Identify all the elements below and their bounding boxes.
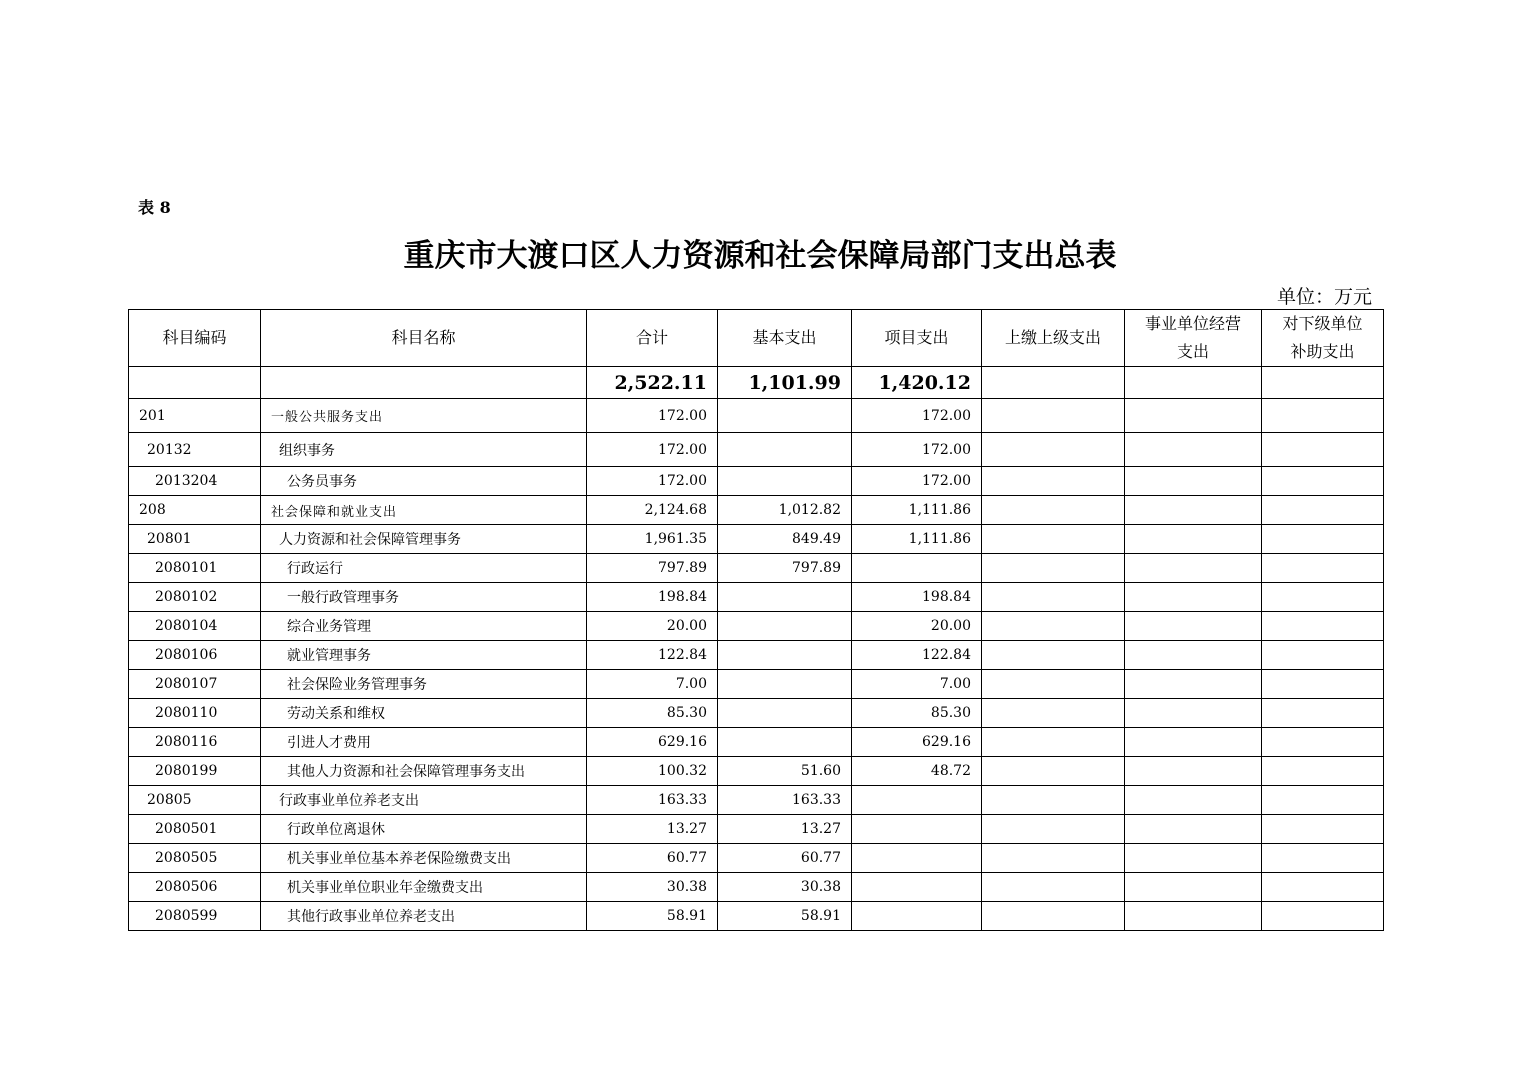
row-name: 就业管理事务 <box>261 641 587 670</box>
row-upper <box>982 786 1125 815</box>
table-row <box>129 757 1384 786</box>
row-name: 综合业务管理 <box>261 612 587 641</box>
table-row <box>129 815 1384 844</box>
row-code: 2080599 <box>129 902 261 931</box>
row-code: 2080107 <box>129 670 261 699</box>
row-name: 一般行政管理事务 <box>261 583 587 612</box>
row-subsidy <box>1262 699 1384 728</box>
row-project: 1,111.86 <box>852 496 982 525</box>
row-name: 一般公共服务支出 <box>261 399 587 433</box>
total-business <box>1125 367 1262 399</box>
row-code: 2080501 <box>129 815 261 844</box>
row-code: 2080101 <box>129 554 261 583</box>
row-basic <box>718 641 852 670</box>
page-title: 重庆市大渡口区人力资源和社会保障局部门支出总表 <box>403 238 1117 274</box>
row-subsidy <box>1262 583 1384 612</box>
table-row <box>129 583 1384 612</box>
row-code: 2080104 <box>129 612 261 641</box>
row-project <box>852 873 982 902</box>
row-basic: 60.77 <box>718 844 852 873</box>
row-name: 人力资源和社会保障管理事务 <box>261 525 587 554</box>
header-business-line2: 支出 <box>1176 342 1209 361</box>
row-subsidy <box>1262 433 1384 467</box>
row-project: 172.00 <box>852 399 982 433</box>
row-code: 20132 <box>129 433 261 467</box>
row-upper <box>982 641 1125 670</box>
row-business <box>1125 612 1262 641</box>
table-row <box>129 670 1384 699</box>
row-name: 行政运行 <box>261 554 587 583</box>
row-name: 引进人才费用 <box>261 728 587 757</box>
row-upper <box>982 496 1125 525</box>
row-basic <box>718 399 852 433</box>
row-name: 其他人力资源和社会保障管理事务支出 <box>261 757 587 786</box>
row-name: 公务员事务 <box>261 467 587 496</box>
table-row <box>129 467 1384 496</box>
row-code: 2080110 <box>129 699 261 728</box>
row-project <box>852 844 982 873</box>
row-upper <box>982 815 1125 844</box>
unit-label: 单位：万元 <box>1276 286 1372 308</box>
row-project: 20.00 <box>852 612 982 641</box>
table-row <box>129 873 1384 902</box>
row-business <box>1125 496 1262 525</box>
row-total: 58.91 <box>587 902 718 931</box>
row-total: 122.84 <box>587 641 718 670</box>
row-name: 机关事业单位职业年金缴费支出 <box>261 873 587 902</box>
row-business <box>1125 433 1262 467</box>
row-total: 198.84 <box>587 583 718 612</box>
header-upper: 上缴上级支出 <box>982 310 1125 367</box>
row-business <box>1125 467 1262 496</box>
row-subsidy <box>1262 612 1384 641</box>
row-total: 172.00 <box>587 433 718 467</box>
row-name: 行政事业单位养老支出 <box>261 786 587 815</box>
row-code: 2013204 <box>129 467 261 496</box>
header-business <box>1125 310 1262 367</box>
row-code: 2080106 <box>129 641 261 670</box>
row-total: 172.00 <box>587 467 718 496</box>
header-name: 科目名称 <box>261 310 587 367</box>
row-basic: 797.89 <box>718 554 852 583</box>
header-business-line1: 事业单位经营 <box>1144 314 1241 333</box>
row-code: 2080116 <box>129 728 261 757</box>
row-basic: 58.91 <box>718 902 852 931</box>
row-basic: 30.38 <box>718 873 852 902</box>
row-code: 20801 <box>129 525 261 554</box>
row-project: 7.00 <box>852 670 982 699</box>
row-upper <box>982 670 1125 699</box>
row-upper <box>982 433 1125 467</box>
row-total: 1,961.35 <box>587 525 718 554</box>
row-basic: 1,012.82 <box>718 496 852 525</box>
row-business <box>1125 844 1262 873</box>
row-business <box>1125 699 1262 728</box>
row-upper <box>982 554 1125 583</box>
row-subsidy <box>1262 496 1384 525</box>
row-subsidy <box>1262 844 1384 873</box>
header-row <box>129 310 1384 367</box>
row-name: 其他行政事业单位养老支出 <box>261 902 587 931</box>
header-subsidy-line2: 补助支出 <box>1290 342 1355 361</box>
row-upper <box>982 525 1125 554</box>
table-label: 表 8 <box>138 198 171 217</box>
table-row <box>129 786 1384 815</box>
row-subsidy <box>1262 873 1384 902</box>
table-row <box>129 612 1384 641</box>
row-total: 163.33 <box>587 786 718 815</box>
row-subsidy <box>1262 670 1384 699</box>
row-project: 172.00 <box>852 467 982 496</box>
header-basic: 基本支出 <box>718 310 852 367</box>
row-total: 60.77 <box>587 844 718 873</box>
header-total: 合计 <box>587 310 718 367</box>
row-code: 2080199 <box>129 757 261 786</box>
row-basic: 849.49 <box>718 525 852 554</box>
row-business <box>1125 554 1262 583</box>
row-total: 797.89 <box>587 554 718 583</box>
header-project: 项目支出 <box>852 310 982 367</box>
row-upper <box>982 757 1125 786</box>
row-basic <box>718 728 852 757</box>
row-name: 社会保障和就业支出 <box>261 496 587 525</box>
table-row <box>129 728 1384 757</box>
row-total: 100.32 <box>587 757 718 786</box>
row-project <box>852 815 982 844</box>
row-project: 198.84 <box>852 583 982 612</box>
row-total: 629.16 <box>587 728 718 757</box>
row-code: 208 <box>129 496 261 525</box>
row-subsidy <box>1262 641 1384 670</box>
row-name: 社会保险业务管理事务 <box>261 670 587 699</box>
table-row <box>129 902 1384 931</box>
row-project: 85.30 <box>852 699 982 728</box>
total-upper <box>982 367 1125 399</box>
table-row <box>129 525 1384 554</box>
row-basic <box>718 612 852 641</box>
row-basic <box>718 670 852 699</box>
table-row <box>129 399 1384 433</box>
row-total: 2,124.68 <box>587 496 718 525</box>
row-upper <box>982 583 1125 612</box>
row-subsidy <box>1262 815 1384 844</box>
total-sum: 2,522.11 <box>587 367 718 399</box>
header-code: 科目编码 <box>129 310 261 367</box>
row-name: 行政单位离退休 <box>261 815 587 844</box>
row-subsidy <box>1262 728 1384 757</box>
header-subsidy-line1: 对下级单位 <box>1282 314 1363 333</box>
row-basic <box>718 433 852 467</box>
row-basic <box>718 583 852 612</box>
row-total: 30.38 <box>587 873 718 902</box>
row-upper <box>982 399 1125 433</box>
expenditure-table <box>128 309 1384 931</box>
row-business <box>1125 583 1262 612</box>
row-project: 1,111.86 <box>852 525 982 554</box>
row-upper <box>982 699 1125 728</box>
row-business <box>1125 786 1262 815</box>
row-business <box>1125 641 1262 670</box>
table-row <box>129 496 1384 525</box>
row-code: 2080102 <box>129 583 261 612</box>
table-row <box>129 699 1384 728</box>
row-basic: 51.60 <box>718 757 852 786</box>
total-code-cell <box>129 367 261 399</box>
row-total: 20.00 <box>587 612 718 641</box>
row-code: 2080506 <box>129 873 261 902</box>
table-row <box>129 433 1384 467</box>
row-business <box>1125 902 1262 931</box>
row-total: 13.27 <box>587 815 718 844</box>
row-basic <box>718 699 852 728</box>
row-total: 7.00 <box>587 670 718 699</box>
row-basic: 13.27 <box>718 815 852 844</box>
row-total: 172.00 <box>587 399 718 433</box>
total-row <box>129 367 1384 399</box>
row-name: 机关事业单位基本养老保险缴费支出 <box>261 844 587 873</box>
row-subsidy <box>1262 786 1384 815</box>
row-upper <box>982 844 1125 873</box>
row-business <box>1125 815 1262 844</box>
row-total: 85.30 <box>587 699 718 728</box>
row-project: 629.16 <box>852 728 982 757</box>
row-subsidy <box>1262 554 1384 583</box>
row-project <box>852 902 982 931</box>
row-upper <box>982 467 1125 496</box>
row-code: 2080505 <box>129 844 261 873</box>
row-project: 122.84 <box>852 641 982 670</box>
row-name: 组织事务 <box>261 433 587 467</box>
row-subsidy <box>1262 467 1384 496</box>
total-project: 1,420.12 <box>852 367 982 399</box>
row-project <box>852 554 982 583</box>
header-subsidy <box>1262 310 1384 367</box>
row-upper <box>982 612 1125 641</box>
row-subsidy <box>1262 757 1384 786</box>
table-row <box>129 844 1384 873</box>
total-basic: 1,101.99 <box>718 367 852 399</box>
row-business <box>1125 670 1262 699</box>
row-project: 48.72 <box>852 757 982 786</box>
row-project <box>852 786 982 815</box>
row-upper <box>982 902 1125 931</box>
row-name: 劳动关系和维权 <box>261 699 587 728</box>
table-row <box>129 641 1384 670</box>
row-upper <box>982 873 1125 902</box>
row-upper <box>982 728 1125 757</box>
row-subsidy <box>1262 399 1384 433</box>
row-business <box>1125 525 1262 554</box>
row-business <box>1125 399 1262 433</box>
row-basic <box>718 467 852 496</box>
total-name-cell <box>261 367 587 399</box>
row-business <box>1125 757 1262 786</box>
row-project: 172.00 <box>852 433 982 467</box>
table-row <box>129 554 1384 583</box>
row-subsidy <box>1262 525 1384 554</box>
row-code: 20805 <box>129 786 261 815</box>
row-basic: 163.33 <box>718 786 852 815</box>
row-subsidy <box>1262 902 1384 931</box>
row-code: 201 <box>129 399 261 433</box>
total-subsidy <box>1262 367 1384 399</box>
row-business <box>1125 728 1262 757</box>
row-business <box>1125 873 1262 902</box>
